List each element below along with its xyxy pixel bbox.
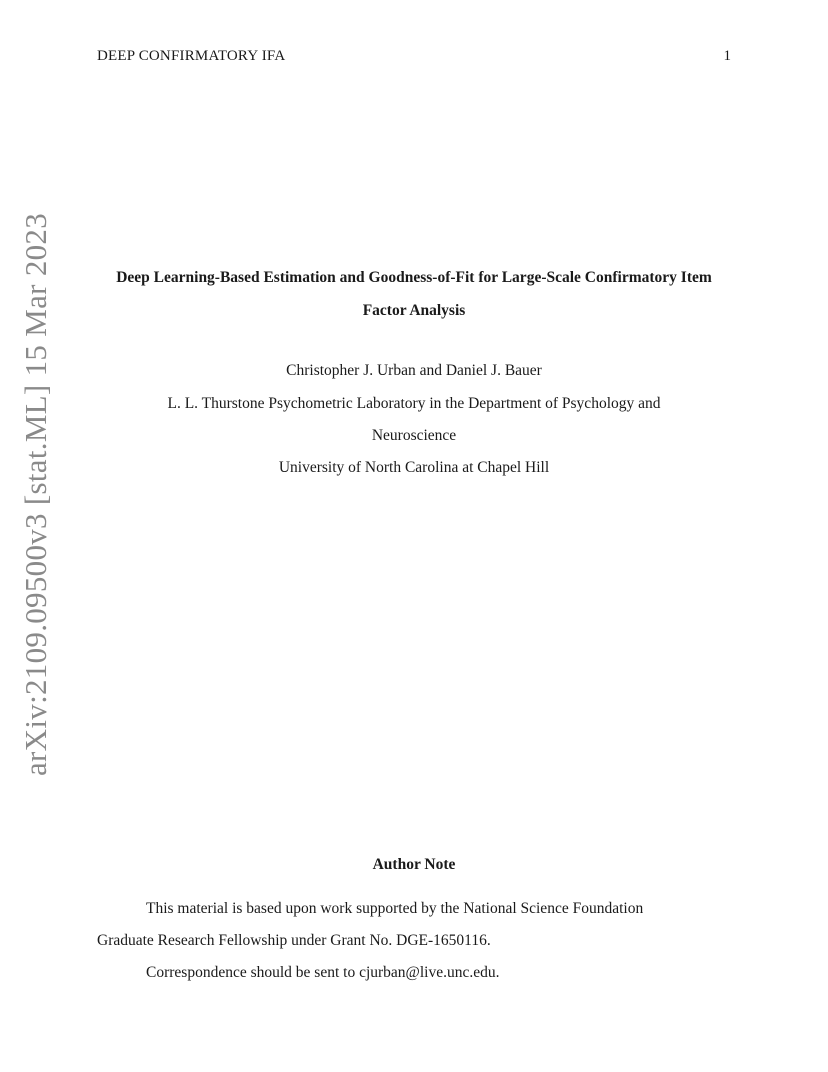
author-note-heading: Author Note xyxy=(372,856,456,873)
affiliation-line-3: University of North Carolina at Chapel Hill xyxy=(278,459,550,476)
affiliation-line-1: L. L. Thurstone Psychometric Laboratory in the Department of Psychology and xyxy=(167,395,661,412)
page-number: 1 xyxy=(723,48,731,64)
funding-statement-line-2: Graduate Research Fellowship under Grant No. DGE-1650116. xyxy=(97,932,491,949)
correspondence-statement: Correspondence should be sent to cjurban@live.unc.edu. xyxy=(146,964,500,981)
arxiv-identifier: arXiv:2109.09500v3 [stat.ML] 15 Mar 2023 xyxy=(18,212,53,776)
paper-title: Deep Learning-Based Estimation and Goodness-of-Fit for Large-Scale Confirmatory Item Factor Analysis xyxy=(116,269,712,319)
running-head: DEEP CONFIRMATORY IFA xyxy=(97,48,286,64)
author-list: Christopher J. Urban and Daniel J. Bauer xyxy=(286,362,542,379)
funding-statement-line-1: This material is based upon work supported by the National Science Foundation xyxy=(146,900,644,917)
affiliation-line-2: Neuroscience xyxy=(371,427,457,444)
arxiv-stamp xyxy=(18,212,58,776)
